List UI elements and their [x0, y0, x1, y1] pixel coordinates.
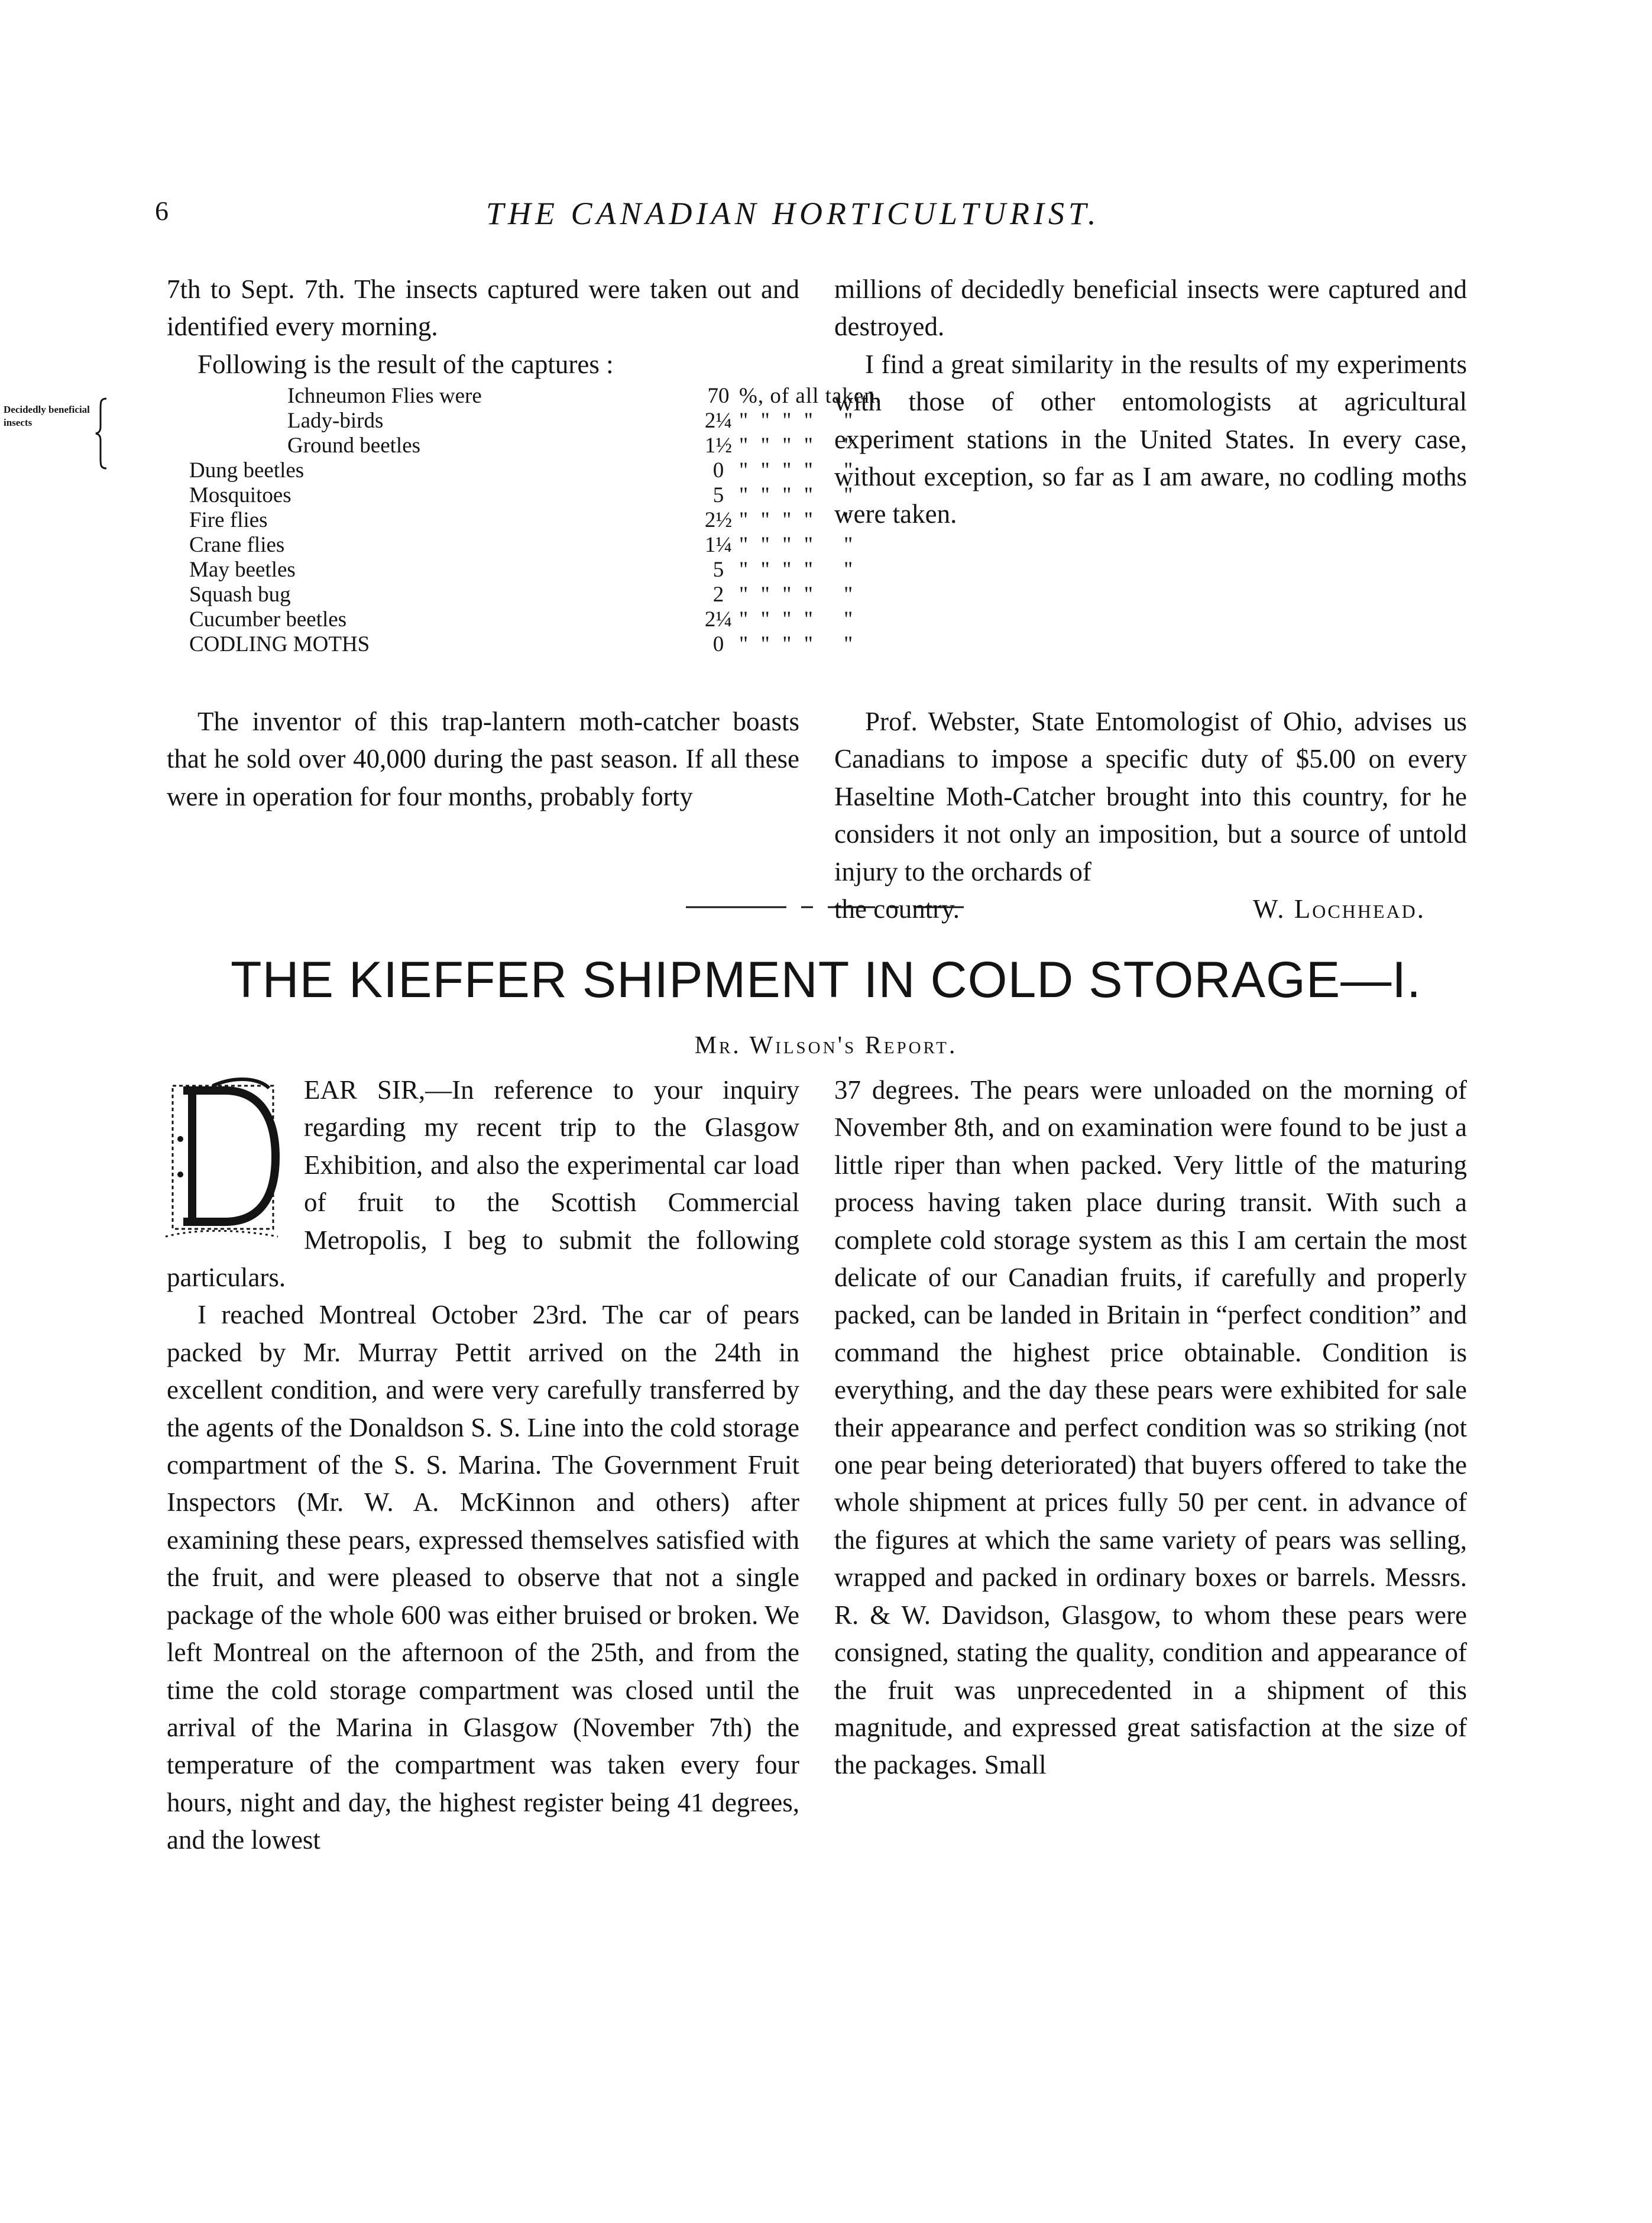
- insect-percent: 1½: [704, 433, 733, 458]
- insect-percent: 1¼: [704, 533, 733, 557]
- insect-percent: 0: [712, 632, 724, 656]
- table-row: [171, 532, 854, 557]
- column-right-continued: [834, 703, 1467, 928]
- paragraph: 37 degrees. The pears were unloaded on the morning of November 8th, and on examination were found to be just a little riper than when packed. Very little of the maturing process having taken place during transit. With such a complete cold storage system as this I am certain the most delicate of our Canadian fruits, if carefully and properly packed, can be landed in Britain in “perfect condition” and command the highest price obtainable. Condition is everything, and the day these pears were exhibited for sale their appearance and perfect condition was so striking (not one pear being deteriorated) that buyers offered to take the whole shipment at prices fully 50 per cent. in advance of the figures at which the same variety of pears was selling, wrapped and packed in ordinary boxes or barrels. Messrs. R. & W. Davidson, Glasgow, to whom these pears were consigned, stating the quality, condition and appearance of the fruit was unprecedented in a shipment of this magnitude, and expressed great satisfaction at the size of the packages. Small: [834, 1075, 1467, 1780]
- running-title: THE CANADIAN HORTICULTURIST.: [486, 196, 1100, 231]
- row-suffix: " " " " ": [739, 433, 854, 458]
- row-suffix: " " " " ": [739, 458, 854, 483]
- row-suffix: " " " " ": [739, 533, 854, 557]
- paragraph: I find a great similarity in the results of my experiments with those of other entomologists at agricultural experiment stations in the United States. In every case, without exception, so far as I am aware, no codling moths were taken.: [834, 349, 1467, 529]
- table-row: [171, 632, 854, 656]
- row-suffix: " " " " ": [739, 632, 854, 656]
- row-suffix: " " " " ": [739, 583, 854, 607]
- insect-percent: 70: [707, 384, 730, 408]
- article-column-left: [167, 1072, 799, 1859]
- paragraph: EAR SIR,—In reference to your inquiry regarding my recent trip to the Glasgow Exhibition, and also the experimental car load of fruit to the Scottish Commercial Metropolis, I beg to submit the following particulars.: [167, 1075, 799, 1293]
- insect-name: Dung beetles: [189, 458, 305, 483]
- article-title: THE KIEFFER SHIPMENT IN COLD STORAGE—I.: [230, 952, 1422, 1008]
- paragraph: 7th to Sept. 7th. The insects captured were taken out and identified every morning.: [167, 274, 799, 342]
- insect-name: Crane flies: [189, 533, 285, 557]
- row-suffix: " " " " ": [739, 508, 854, 532]
- insect-name: Ichneumon Flies were: [287, 384, 482, 408]
- curly-brace-icon: [95, 397, 108, 470]
- insect-name: Cucumber beetles: [189, 607, 347, 632]
- page-header: [155, 195, 1462, 237]
- table-row: [171, 557, 854, 582]
- table-row: [171, 408, 854, 433]
- insect-percent: 2: [712, 583, 724, 607]
- table-row: [171, 433, 854, 458]
- paragraph: Prof. Webster, State Entomologist of Ohio, advises us Canadians to impose a specific duty of $5.00 on every Haseltine Moth-Catcher brought into this country, for he considers it not only an imposition, but a source of untold injury to the orchards of: [834, 707, 1467, 886]
- row-suffix: " " " " ": [739, 558, 854, 582]
- insect-name: Mosquitoes: [189, 483, 291, 507]
- closing-text: the country.: [834, 894, 960, 924]
- insect-name: Fire flies: [189, 508, 268, 532]
- paragraph: I reached Montreal October 23rd. The car of pears packed by Mr. Murray Pettit arrived on the 24th in excellent condition, and were very carefully transferred by the agents of the Donaldson S. S. Line into the cold storage compartment of the S. S. Marina. The Government Fruit Inspectors (Mr. W. A. McKinnon and others) after examining these pears, expressed themselves satisfied with the fruit, and were pleased to observe that not a single package of the whole 600 was either bruised or broken. We left Montreal on the afternoon of the 25th, and from the time the cold storage compartment was closed until the arrival of the Marina in Glasgow (November 7th) the temperature of the compartment was taken every four hours, night and day, the highest register being 41 degrees, and the lowest: [167, 1300, 799, 1855]
- beneficial-insects-label: Decidedly beneficial insects: [4, 404, 90, 428]
- column-left-top: [167, 271, 799, 383]
- table-row: [171, 507, 854, 532]
- article-column-right: [834, 1072, 1467, 1784]
- insect-percent: 5: [712, 558, 724, 582]
- insect-name: Ground beetles: [287, 433, 421, 458]
- page-number: 6: [155, 196, 169, 226]
- paragraph: millions of decidedly beneficial insects were captured and destroyed.: [834, 274, 1467, 342]
- column-left-continued: [167, 703, 799, 816]
- insect-name: CODLING MOTHS: [189, 632, 370, 656]
- section-divider: [686, 904, 964, 911]
- insect-percent: 0: [712, 458, 724, 483]
- insect-name: May beetles: [189, 558, 296, 582]
- table-row: [171, 607, 854, 632]
- table-row: [171, 582, 854, 607]
- paragraph: The inventor of this trap-lantern moth-catcher boasts that he sold over 40,000 during the past season. If all these were in operation for four months, probably forty: [167, 707, 799, 811]
- table-row: [171, 458, 854, 483]
- paragraph: Following is the result of the captures :: [197, 349, 614, 379]
- insect-percent: 2¼: [704, 607, 733, 632]
- insect-percent: 2½: [704, 508, 733, 532]
- insect-name: Lady-birds: [287, 409, 384, 433]
- row-suffix: " " " " ": [739, 483, 854, 507]
- column-right-top: [834, 271, 1467, 533]
- insect-percent: 2¼: [704, 409, 733, 433]
- article-subtitle: Mr. Wilson's Report.: [694, 1032, 958, 1059]
- table-row: [171, 483, 854, 507]
- row-suffix: %, of all taken.: [739, 384, 882, 408]
- row-suffix: " " " " ": [739, 409, 854, 433]
- author-signature: W. Lochhead.: [1252, 894, 1426, 924]
- table-row: [171, 383, 882, 408]
- drop-cap-d-icon: [160, 1074, 296, 1251]
- insect-percent: 5: [712, 483, 724, 507]
- insect-name: Squash bug: [189, 583, 291, 607]
- row-suffix: " " " " ": [739, 607, 854, 632]
